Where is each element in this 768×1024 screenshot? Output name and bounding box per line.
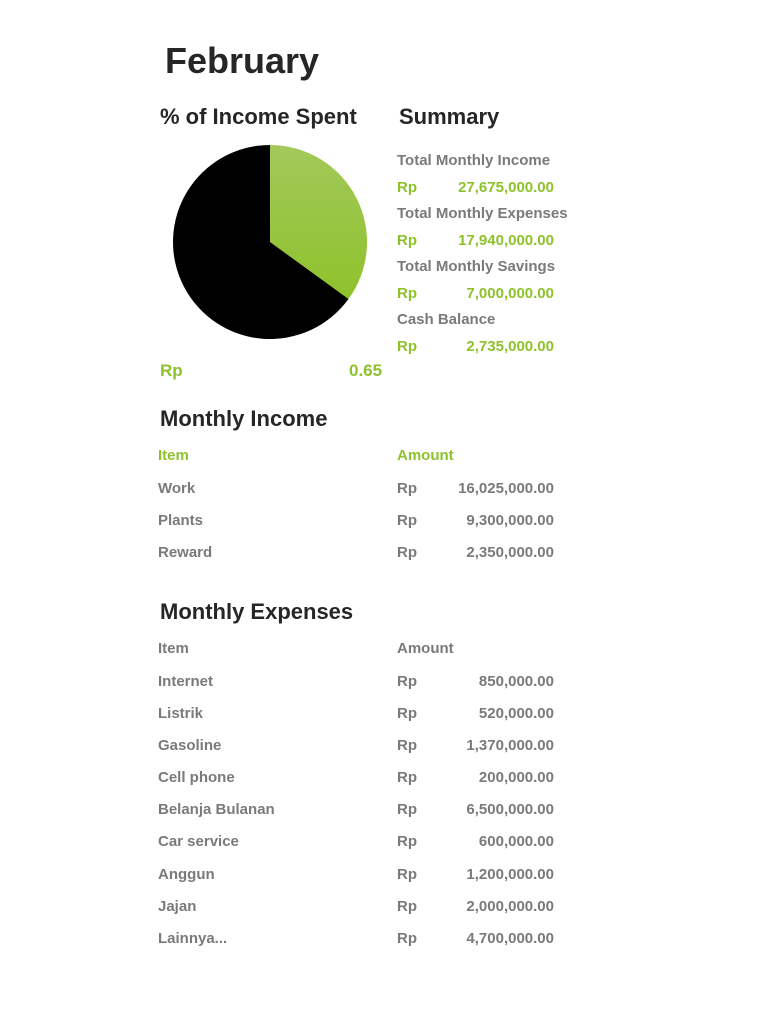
pie-chart [172, 142, 370, 344]
income-row-amount: 16,025,000.00 [458, 480, 554, 497]
income-row-currency: Rp [397, 512, 417, 529]
summary-title: Summary [399, 104, 500, 129]
summary-currency-total-income: Rp [397, 179, 417, 196]
expense-row-currency: Rp [397, 898, 417, 915]
expense-row-amount: 600,000.00 [478, 833, 554, 850]
expense-row-currency: Rp [397, 930, 417, 947]
expense-row-currency: Rp [397, 705, 417, 722]
expense-row-item: Gasoline [158, 737, 222, 754]
expense-row-item: Listrik [158, 705, 204, 722]
expense-row-amount: 850,000.00 [478, 673, 554, 690]
expense-row-currency: Rp [397, 866, 417, 883]
summary-label-total-savings: Total Monthly Savings [397, 258, 556, 275]
expense-row-item: Jajan [158, 898, 197, 915]
expense-row-currency: Rp [397, 737, 417, 754]
chart-title: % of Income Spent [160, 104, 357, 129]
income-row-item: Plants [158, 512, 204, 529]
expense-row-currency: Rp [397, 833, 417, 850]
expenses-title: Monthly Expenses [160, 599, 354, 624]
expenses-header-item: Item [158, 640, 189, 657]
expense-row-amount: 1,370,000.00 [466, 737, 554, 754]
summary-amount-total-savings: 7,000,000.00 [466, 285, 554, 302]
expense-row-amount: 520,000.00 [478, 705, 554, 722]
expense-row-amount: 2,000,000.00 [466, 898, 554, 915]
summary-amount-total-expenses: 17,940,000.00 [458, 232, 554, 249]
expense-row-currency: Rp [397, 801, 417, 818]
summary-amount-cash-balance: 2,735,000.00 [466, 338, 554, 355]
page-title: February [165, 40, 320, 81]
expense-row-item: Car service [158, 833, 239, 850]
summary-currency-cash-balance: Rp [397, 338, 417, 355]
income-title: Monthly Income [160, 406, 328, 431]
income-row-currency: Rp [397, 544, 417, 561]
pie-value-label: 0.65 [349, 361, 383, 380]
expense-row-currency: Rp [397, 769, 417, 786]
pie-chart-svg [172, 142, 370, 344]
expense-row-amount: 200,000.00 [478, 769, 554, 786]
expense-row-amount: 6,500,000.00 [466, 801, 554, 818]
expense-row-amount: 1,200,000.00 [466, 866, 554, 883]
expense-row-amount: 4,700,000.00 [466, 930, 554, 947]
expense-row-item: Belanja Bulanan [158, 801, 275, 818]
income-header-item: Item [158, 447, 189, 464]
summary-label-total-income: Total Monthly Income [397, 152, 551, 169]
summary-currency-total-savings: Rp [397, 285, 417, 302]
income-row-item: Work [158, 480, 196, 497]
expense-row-item: Anggun [158, 866, 215, 883]
income-row-currency: Rp [397, 480, 417, 497]
summary-label-cash-balance: Cash Balance [397, 311, 496, 328]
income-row-amount: 2,350,000.00 [466, 544, 554, 561]
summary-amount-total-income: 27,675,000.00 [458, 179, 554, 196]
summary-label-total-expenses: Total Monthly Expenses [397, 205, 568, 222]
expenses-header-amount: Amount [397, 640, 454, 657]
income-header-amount: Amount [397, 447, 454, 464]
summary-currency-total-expenses: Rp [397, 232, 417, 249]
expense-row-currency: Rp [397, 673, 417, 690]
expense-row-item: Lainnya... [158, 930, 228, 947]
expense-row-item: Internet [158, 673, 214, 690]
income-row-item: Reward [158, 544, 213, 561]
pie-currency-label: Rp [160, 361, 183, 380]
income-row-amount: 9,300,000.00 [466, 512, 554, 529]
expense-row-item: Cell phone [158, 769, 235, 786]
